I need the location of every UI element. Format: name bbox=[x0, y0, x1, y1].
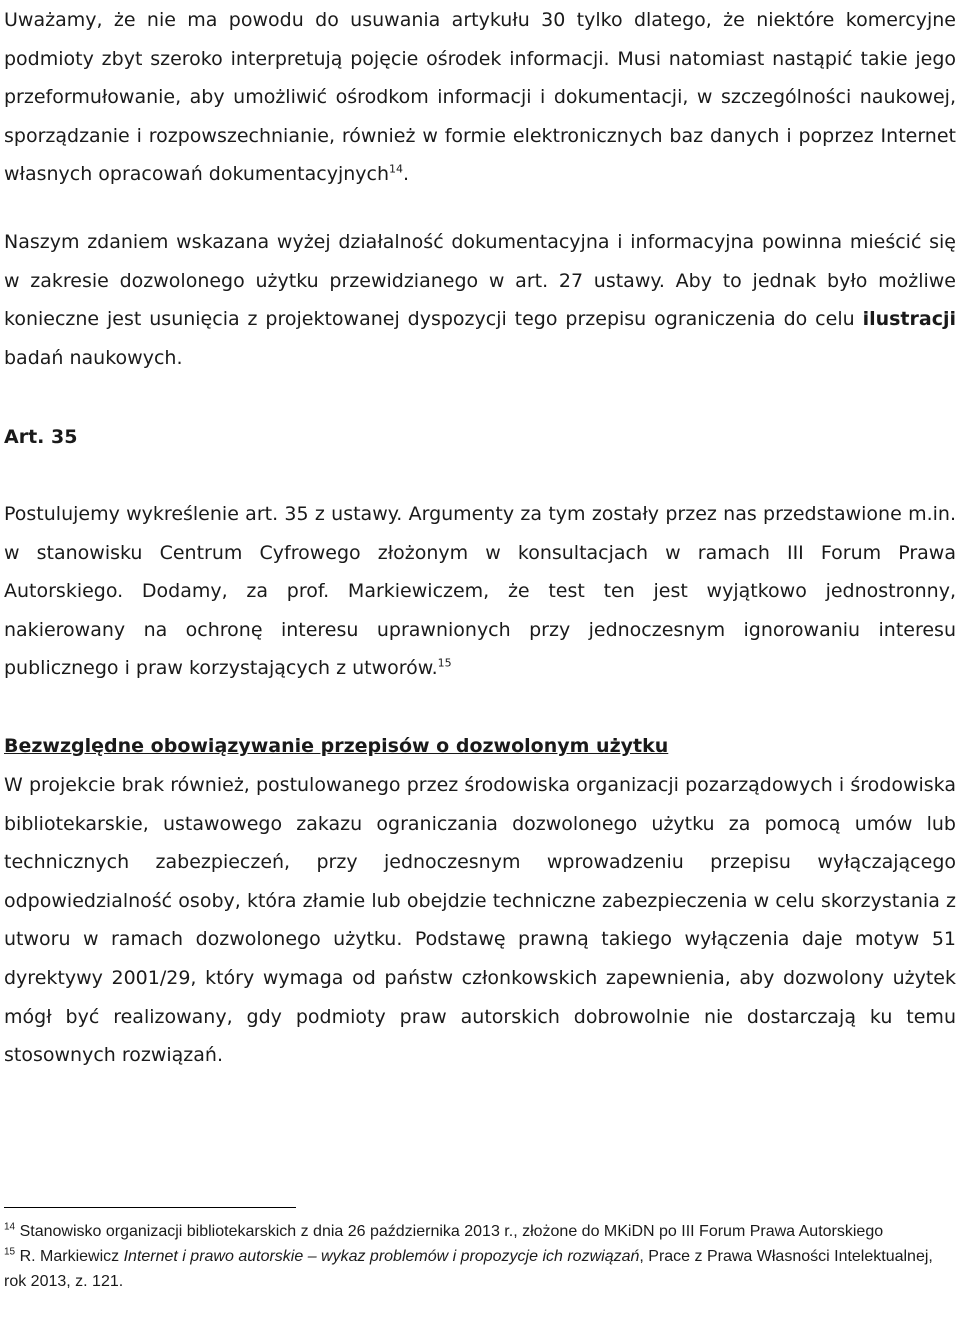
paragraph-fair-use: W projekcie brak również, postulowanego przez środowiska organizacji pozarządowych i środowiska bibliotekarskie, ustawowego zakazu ograniczania dozwolonego użytku za pomocą umów lub technicznych zabezpieczeń, przy jednoczesnym wprowadzeniu przepisu wyłączającego odpowiedzialność osoby, która złamie lub obejdzie techniczne zabezpieczenia w celu skorzystania z utworu w ramach dozwolonego użytku. Podstawę prawną takiego wyłączenia daje motyw 51 dyrektywy 2001/29, który wymaga od państw członkowskich zapewnienia, aby dozwolony użytek mógł być realizowany, gdy podmioty praw autorskich dobrowolnie nie dostarczają ku temu stosownych rozwiązań. bbox=[4, 774, 956, 1067]
footnote-separator bbox=[4, 1207, 296, 1208]
footnote-14 bbox=[4, 1219, 956, 1244]
paragraph-art-27 bbox=[4, 223, 956, 377]
section-heading: Bezwzględne obowiązywanie przepisów o dozwolonym użytku bbox=[4, 735, 669, 757]
paragraph-art-30 bbox=[4, 1, 956, 194]
paragraph-art-27-bold-term: ilustracji bbox=[862, 308, 956, 331]
footnote-15-text: R. Markiewicz bbox=[19, 1248, 124, 1265]
footnote-ref-14[interactable]: 14 bbox=[389, 163, 403, 177]
footnote-number-15: 15 bbox=[4, 1246, 16, 1258]
footnote-15 bbox=[4, 1244, 956, 1294]
footnote-15-title: Internet i prawo autorskie – wykaz problemów i propozycje ich rozwiązań bbox=[123, 1248, 640, 1265]
paragraph-art-27-text: Naszym zdaniem wskazana wyżej działalność dokumentacyjna i informacyjna powinna mieścić się w zakresie dozwolonego użytku przewidzianego w art. 27 ustawy. Aby to jednak było możliwe konieczne jest usunięcia z projektowanej dyspozycji tego przepisu ograniczenia do celu bbox=[4, 231, 956, 331]
footnote-15-tail: , Prace z Prawa Własności Intelektualnej, rok 2013, z. 121. bbox=[4, 1248, 933, 1290]
paragraph-art-30-text: Uważamy, że nie ma powodu do usuwania artykułu 30 tylko dlatego, że niektóre komercyjne podmioty zbyt szeroko interpretują pojęcie ośrodek informacji. Musi natomiast nastąpić takie jego przeformułowanie, aby umożliwić ośrodkom informacji i dokumentacji, w szczególności naukowej, sporządzanie i rozpowszechnianie, również w formie elektronicznych baz danych i poprzez Internet własnych opracowań dokumentacyjnych bbox=[4, 9, 956, 186]
paragraph-art-35 bbox=[4, 495, 956, 688]
footnote-number-14: 14 bbox=[4, 1221, 16, 1233]
article-label: Art. 35 bbox=[4, 426, 78, 448]
paragraph-art-30-tail: . bbox=[403, 163, 410, 186]
footnotes bbox=[4, 1219, 956, 1294]
paragraph-art-35-text: Postulujemy wykreślenie art. 35 z ustawy. Argumenty za tym zostały przez nas przedstawione m.in. w stanowisku Centrum Cyfrowego złożonym w konsultacjach w ramach III Forum Prawa Autorskiego. Dodamy, za prof. Markiewiczem, że test ten jest wyjątkowo jednostronny, nakierowany na ochronę interesu uprawnionych przy jednoczesnym ignorowaniu interesu publicznego i praw korzystających z utworów. bbox=[4, 503, 956, 680]
footnote-14-text: Stanowisko organizacji bibliotekarskich z dnia 26 października 2013 r., złożone do MKiDN po III Forum Prawa Autorskiego bbox=[19, 1223, 884, 1240]
paragraph-art-27-tail: badań naukowych. bbox=[4, 346, 183, 369]
footnote-ref-15[interactable]: 15 bbox=[437, 657, 452, 671]
